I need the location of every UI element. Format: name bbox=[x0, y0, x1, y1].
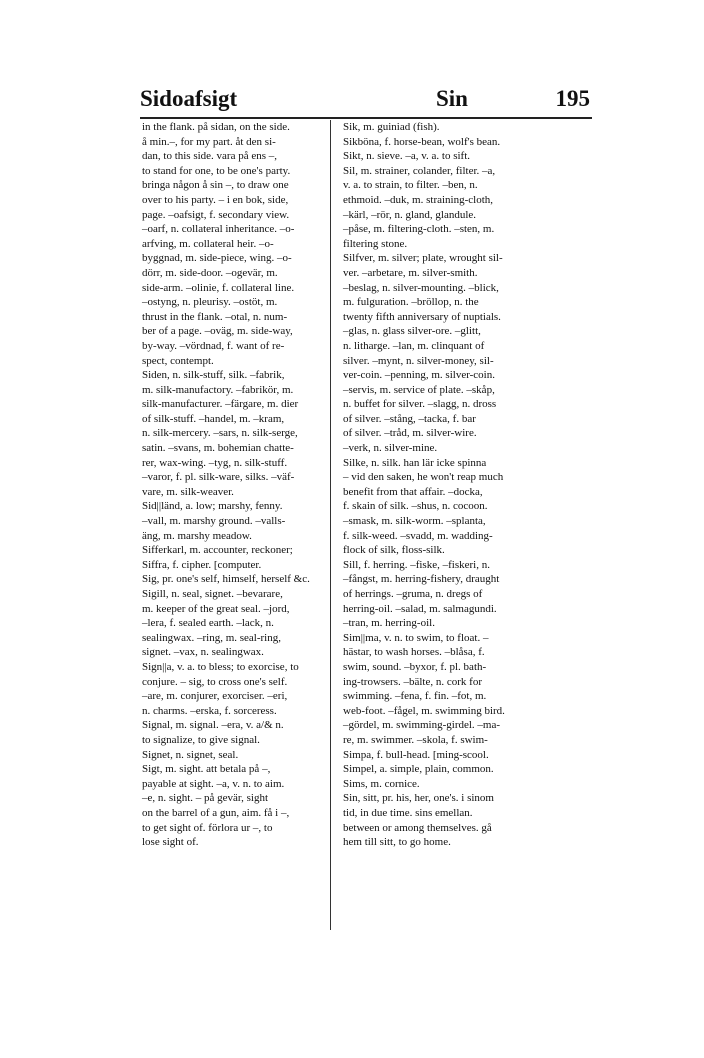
right-column bbox=[343, 120, 587, 850]
text-line: Sims, m. cornice. bbox=[343, 777, 420, 790]
text-line: –servis, m. service of plate. –skåp, bbox=[343, 383, 495, 396]
text-line: –fångst, m. herring-fishery, draught bbox=[343, 573, 500, 586]
text-line: –ostyng, n. pleurisy. –ostöt, m. bbox=[142, 296, 278, 309]
text-line: –lera, f. sealed earth. –lack, n. bbox=[142, 617, 274, 630]
page-number: 195 bbox=[555, 86, 590, 111]
text-line: hästar, to wash horses. –blåsa, f. bbox=[343, 646, 485, 659]
text-line: v. a. to strain, to filter. –ben, n. bbox=[343, 179, 478, 192]
text-line: Simpel, a. simple, plain, common. bbox=[343, 763, 494, 776]
text-line: Siffra, f. cipher. [computer. bbox=[142, 558, 262, 571]
text-line: side-arm. –olinie, f. collateral line. bbox=[142, 281, 295, 294]
text-line: –are, m. conjurer, exorciser. –eri, bbox=[142, 690, 288, 703]
text-line: herring-oil. –salad, m. salmagundi. bbox=[343, 602, 497, 615]
text-line: n. charms. –erska, f. sorceress. bbox=[142, 704, 277, 717]
text-line: Sigt, m. sight. att betala på –, bbox=[142, 763, 271, 776]
text-line: rer, wax-wing. –tyg, n. silk-stuff. bbox=[142, 456, 288, 469]
text-line: Sig, pr. one's self, himself, herself &c. bbox=[142, 573, 310, 586]
text-line: of silk-stuff. –handel, m. –kram, bbox=[142, 412, 285, 425]
text-line: bringa någon å sin –, to draw one bbox=[142, 179, 289, 192]
text-line: n. buffet for silver. –slagg, n. dross bbox=[343, 398, 497, 411]
text-line: by-way. –vördnad, f. want of re- bbox=[142, 339, 285, 352]
text-line: filtering stone. bbox=[343, 237, 408, 250]
text-line: –tran, m. herring-oil. bbox=[343, 617, 435, 630]
text-line: over to his party. – i en bok, side, bbox=[142, 193, 289, 206]
text-line: to signalize, to give signal. bbox=[142, 733, 260, 746]
text-line: between or among themselves. gå bbox=[343, 821, 492, 834]
text-line: ing-trowsers. –bälte, n. cork for bbox=[343, 675, 482, 688]
text-line: thrust in the flank. –otal, n. num- bbox=[142, 310, 288, 323]
text-line: Sik, m. guiniad (fish). bbox=[343, 121, 440, 133]
text-line: dörr, m. side-door. –ogevär, m. bbox=[142, 266, 278, 279]
text-line: n. litharge. –lan, m. clinquant of bbox=[343, 339, 485, 352]
text-line: lose sight of. bbox=[142, 836, 199, 849]
text-line: Simpa, f. bull-head. [ming-scool. bbox=[343, 748, 489, 761]
text-line: Silfver, m. silver; plate, wrought sil- bbox=[343, 252, 503, 265]
text-line: of silver. –stång, –tacka, f. bar bbox=[343, 412, 476, 425]
text-line: page. –oafsigt, f. secondary view. bbox=[142, 208, 290, 221]
text-line: m. silk-manufactory. –fabrikör, m. bbox=[142, 383, 294, 396]
text-line: tid, in due time. sins emellan. bbox=[343, 806, 473, 819]
text-line: f. silk-weed. –svadd, m. wadding- bbox=[343, 529, 493, 542]
text-line: of herrings. –gruma, n. dregs of bbox=[343, 588, 483, 600]
header-left-word: Sidoafsigt bbox=[140, 86, 238, 111]
text-line: conjure. – sig, to cross one's self. bbox=[142, 675, 288, 688]
text-line: Sin, sitt, pr. his, her, one's. i sinom bbox=[343, 792, 494, 805]
text-line: å min.–, for my part. åt den si- bbox=[142, 135, 276, 148]
text-line: Silke, n. silk. han lär icke spinna bbox=[343, 456, 487, 469]
text-line: silver. –mynt, n. silver-money, sil- bbox=[343, 354, 494, 367]
text-line: flock of silk, floss-silk. bbox=[343, 544, 445, 557]
text-line: ver-coin. –penning, m. silver-coin. bbox=[343, 369, 495, 382]
text-line: Sill, f. herring. –fiske, –fiskeri, n. bbox=[343, 558, 490, 571]
text-line: äng, m. marshy meadow. bbox=[142, 529, 252, 542]
text-line: ber of a page. –oväg, m. side-way, bbox=[142, 325, 293, 338]
text-line: n. silk-mercery. –sars, n. silk-serge, bbox=[142, 427, 298, 440]
text-line: dan, to this side. vara på ens –, bbox=[142, 150, 278, 163]
text-line: silk-manufacturer. –färgare, m. dier bbox=[142, 398, 299, 411]
text-line: –verk, n. silver-mine. bbox=[343, 442, 438, 455]
text-line: Sign||a, v. a. to bless; to exorcise, to bbox=[142, 660, 299, 673]
text-line: –kärl, –rör, n. gland, glandule. bbox=[343, 208, 477, 221]
left-column bbox=[142, 120, 326, 850]
text-line: –smask, m. silk-worm. –splanta, bbox=[343, 515, 486, 528]
text-line: on the barrel of a gun, aim. få i –, bbox=[142, 806, 290, 819]
header-rule bbox=[140, 117, 592, 119]
text-line: –påse, m. filtering-cloth. –sten, m. bbox=[343, 223, 495, 236]
text-line: to stand for one, to be one's party. bbox=[142, 164, 291, 177]
text-line: of silver. –tråd, m. silver-wire. bbox=[343, 427, 477, 440]
text-line: –gördel, m. swimming-girdel. –ma- bbox=[343, 719, 501, 732]
text-line: twenty fifth anniversary of nuptials. bbox=[343, 310, 501, 323]
text-line: m. fulguration. –bröllop, n. the bbox=[343, 296, 479, 309]
text-line: re, m. swimmer. –skola, f. swim- bbox=[343, 733, 488, 746]
page-header bbox=[140, 86, 590, 118]
text-line: – vid den saken, he won't reap much bbox=[343, 471, 504, 484]
text-line: hem till sitt, to go home. bbox=[343, 836, 451, 849]
text-line: Sim||ma, v. n. to swim, to float. – bbox=[343, 631, 489, 644]
text-line: payable at sight. –a, v. n. to aim. bbox=[142, 777, 285, 790]
text-line: swim, sound. –byxor, f. pl. bath- bbox=[343, 660, 487, 673]
text-line: Siden, n. silk-stuff, silk. –fabrik, bbox=[142, 369, 285, 382]
text-line: swimming. –fena, f. fin. –fot, m. bbox=[343, 690, 487, 703]
text-line: ethmoid. –duk, m. straining-cloth, bbox=[343, 193, 494, 206]
text-line: ver. –arbetare, m. silver-smith. bbox=[343, 266, 478, 279]
text-line: f. skain of silk. –shus, n. cocoon. bbox=[343, 500, 488, 513]
text-line: –oarf, n. collateral inheritance. –o- bbox=[142, 223, 295, 236]
text-line: sealingwax. –ring, m. seal-ring, bbox=[142, 631, 281, 644]
text-line: satin. –svans, m. bohemian chatte- bbox=[142, 442, 294, 455]
text-line: spect, contempt. bbox=[142, 354, 214, 367]
text-line: Sikt, n. sieve. –a, v. a. to sift. bbox=[343, 150, 470, 163]
text-line: signet. –vax, n. sealingwax. bbox=[142, 646, 264, 659]
text-line: –varor, f. pl. silk-ware, silks. –väf- bbox=[142, 471, 295, 484]
text-line: Sil, m. strainer, colander, filter. –a, bbox=[343, 164, 496, 177]
text-line: –e, n. sight. – på gevär, sight bbox=[142, 792, 269, 805]
text-line: benefit from that affair. –docka, bbox=[343, 485, 483, 498]
text-line: to get sight of. förlora ur –, to bbox=[142, 821, 273, 834]
text-line: Signet, n. signet, seal. bbox=[142, 748, 239, 761]
text-line: m. keeper of the great seal. –jord, bbox=[142, 602, 290, 615]
text-line: Sid||länd, a. low; marshy, fenny. bbox=[142, 500, 283, 513]
text-line: vare, m. silk-weaver. bbox=[142, 485, 234, 498]
text-line: Sigill, n. seal, signet. –bevarare, bbox=[142, 588, 283, 600]
column-divider bbox=[330, 120, 331, 930]
text-line: –glas, n. glass silver-ore. –glitt, bbox=[343, 325, 481, 338]
text-line: Sifferkarl, m. accounter, reckoner; bbox=[142, 544, 293, 557]
text-line: Sikböna, f. horse-bean, wolf's bean. bbox=[343, 135, 501, 148]
text-line: –beslag, n. silver-mounting. –blick, bbox=[343, 281, 499, 294]
text-line: byggnad, m. side-piece, wing. –o- bbox=[142, 252, 292, 265]
text-line: –vall, m. marshy ground. –valls- bbox=[142, 515, 286, 528]
text-line: web-foot. –fågel, m. swimming bird. bbox=[343, 704, 505, 717]
text-line: arfving, m. collateral heir. –o- bbox=[142, 237, 274, 250]
text-line: in the flank. på sidan, on the side. bbox=[142, 121, 290, 133]
text-line: Signal, m. signal. –era, v. a/& n. bbox=[142, 719, 284, 732]
header-middle-word: Sin bbox=[436, 86, 468, 111]
